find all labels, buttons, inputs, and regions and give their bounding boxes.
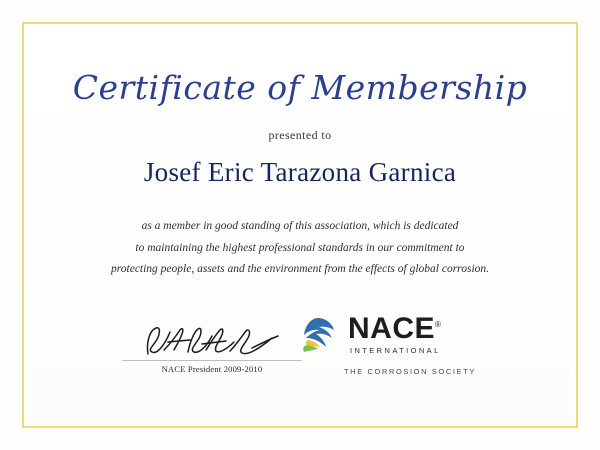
recipient-name: Josef Eric Tarazona Garnica (143, 157, 457, 188)
certificate-title: Certificate of Membership (72, 68, 528, 107)
registered-trademark-icon: ® (435, 320, 442, 329)
certificate-content (26, 26, 574, 424)
certificate-footer (26, 288, 574, 398)
nace-wordmark (348, 314, 441, 344)
presented-to-label: presented to (268, 128, 332, 143)
nace-subtitle: INTERNATIONAL (350, 346, 441, 355)
nace-bird-logo-icon (298, 316, 340, 354)
president-signature-icon (122, 320, 302, 360)
body-line-1: as a member in good standing of this association, which is dedicated (141, 220, 459, 233)
signature-block (122, 320, 302, 374)
body-line-2: to maintaining the highest professional standards in our commitment to (135, 241, 465, 254)
nace-logo-block (298, 314, 518, 376)
signature-caption: NACE President 2009-2010 (122, 360, 302, 374)
nace-tagline: THE CORROSION SOCIETY (344, 367, 476, 376)
nace-wordmark-text: NACE (348, 312, 436, 345)
certificate-body-text (26, 216, 574, 280)
nace-logo-row (298, 314, 518, 355)
body-line-3: protecting people, assets and the environment from the effects of global corrosion. (110, 262, 490, 275)
